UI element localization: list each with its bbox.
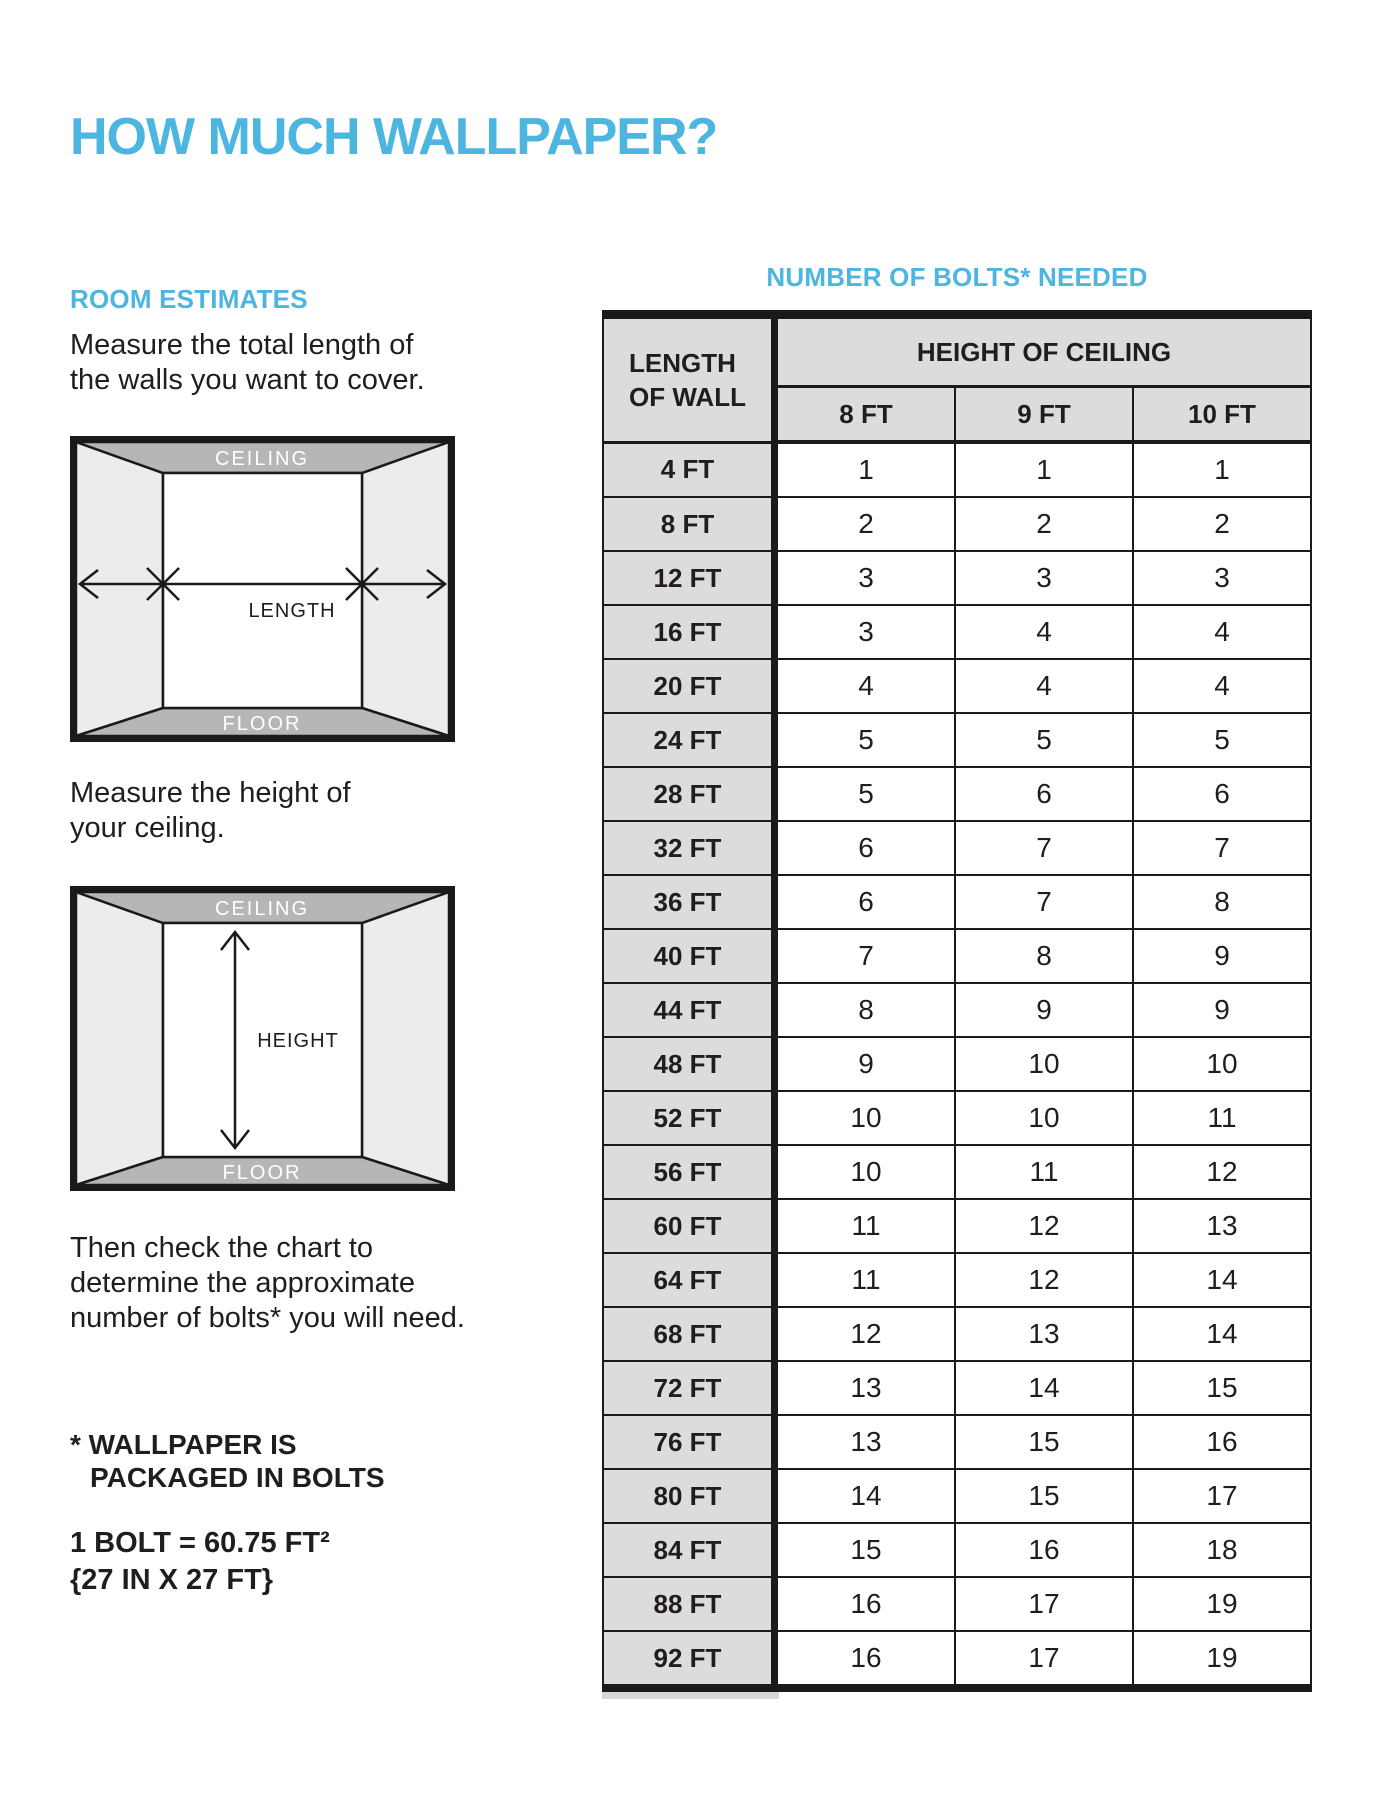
- col-header-9ft: 9 FT: [955, 387, 1133, 443]
- bolt-count-cell: 3: [775, 551, 956, 605]
- bolt-count-cell: 5: [955, 713, 1133, 767]
- bolt-count-cell: 10: [775, 1091, 956, 1145]
- row-label: 68 FT: [603, 1307, 775, 1361]
- bolts-table-body: [603, 442, 1311, 1688]
- row-label: 32 FT: [603, 821, 775, 875]
- table-row: [603, 1523, 1311, 1577]
- bolt-count-cell: 15: [955, 1469, 1133, 1523]
- bolt-count-cell: 6: [955, 767, 1133, 821]
- table-row: [603, 875, 1311, 929]
- bolts-table-caption: NUMBER OF BOLTS* NEEDED: [766, 262, 1148, 292]
- bolt-count-cell: 5: [775, 767, 956, 821]
- footnote-line2: PACKAGED IN BOLTS: [90, 1462, 385, 1493]
- length-of-wall-line2: OF WALL: [629, 381, 746, 412]
- bolt-count-cell: 4: [955, 605, 1133, 659]
- table-row: [603, 983, 1311, 1037]
- bolt-count-cell: 19: [1133, 1577, 1311, 1631]
- row-label: 64 FT: [603, 1253, 775, 1307]
- bolt-count-cell: 8: [1133, 875, 1311, 929]
- bolt-count-cell: 2: [1133, 497, 1311, 551]
- left-wall-face: [76, 892, 163, 1185]
- table-row: [603, 1253, 1311, 1307]
- bolt-count-cell: 9: [955, 983, 1133, 1037]
- table-row: [603, 929, 1311, 983]
- floor-label: FLOOR: [222, 1162, 302, 1184]
- height-room-diagram: [70, 886, 455, 1191]
- bolt-count-cell: 16: [955, 1523, 1133, 1577]
- row-label: 48 FT: [603, 1037, 775, 1091]
- bolt-count-cell: 2: [955, 497, 1133, 551]
- row-label: 8 FT: [603, 497, 775, 551]
- table-row: [603, 1577, 1311, 1631]
- bolt-count-cell: 16: [775, 1577, 956, 1631]
- bolts-table: [602, 310, 1312, 1692]
- bolts-footnote: [70, 1428, 385, 1494]
- bolt-count-cell: 19: [1133, 1631, 1311, 1688]
- bolt-count-cell: 13: [955, 1307, 1133, 1361]
- bolt-count-cell: 10: [1133, 1037, 1311, 1091]
- bolts-table-container: [602, 310, 1312, 1692]
- right-wall-face: [362, 892, 449, 1185]
- ceiling-label: CEILING: [214, 898, 310, 920]
- row-label: 12 FT: [603, 551, 775, 605]
- bolt-count-cell: 4: [1133, 659, 1311, 713]
- table-row: [603, 767, 1311, 821]
- bolt-count-cell: 13: [775, 1361, 956, 1415]
- bolt-count-cell: 6: [775, 875, 956, 929]
- length-of-wall-line1: LENGTH: [629, 347, 736, 378]
- row-label: 28 FT: [603, 767, 775, 821]
- row-label: 80 FT: [603, 1469, 775, 1523]
- row-label: 52 FT: [603, 1091, 775, 1145]
- bolt-count-cell: 8: [955, 929, 1133, 983]
- bolt-count-cell: 10: [955, 1091, 1133, 1145]
- table-row: [603, 659, 1311, 713]
- back-wall-face: [163, 473, 362, 708]
- length-room-diagram: [70, 436, 455, 742]
- row-label: 4 FT: [603, 442, 775, 497]
- room-estimates-heading: ROOM ESTIMATES: [70, 283, 308, 314]
- row-label: 84 FT: [603, 1523, 775, 1577]
- row-label: 36 FT: [603, 875, 775, 929]
- row-label: 92 FT: [603, 1631, 775, 1688]
- table-row: [603, 1631, 1311, 1688]
- bolt-count-cell: 7: [775, 929, 956, 983]
- bolt-count-cell: 13: [775, 1415, 956, 1469]
- bolt-count-cell: 17: [955, 1631, 1133, 1688]
- bolt-count-cell: 15: [775, 1523, 956, 1577]
- step2-instruction: [70, 776, 351, 846]
- bolt-count-cell: 15: [1133, 1361, 1311, 1415]
- height-of-ceiling-header: HEIGHT OF CEILING: [775, 315, 1312, 387]
- table-row: [603, 1361, 1311, 1415]
- bolt-count-cell: 1: [1133, 442, 1311, 497]
- bolt-count-cell: 14: [955, 1361, 1133, 1415]
- row-label: 44 FT: [603, 983, 775, 1037]
- bolt-count-cell: 1: [775, 442, 956, 497]
- row-label: 88 FT: [603, 1577, 775, 1631]
- bolt-count-cell: 14: [1133, 1307, 1311, 1361]
- table-row: [603, 713, 1311, 767]
- bolt-count-cell: 7: [955, 875, 1133, 929]
- row-label: 16 FT: [603, 605, 775, 659]
- bolt-size-line2: {27 IN X 27 FT}: [70, 1564, 274, 1596]
- step1-instruction: [70, 328, 425, 398]
- bolt-count-cell: 4: [1133, 605, 1311, 659]
- bolt-count-cell: 3: [1133, 551, 1311, 605]
- row-label: 76 FT: [603, 1415, 775, 1469]
- height-label: HEIGHT: [257, 1030, 339, 1052]
- page-title: HOW MUCH WALLPAPER?: [70, 107, 718, 166]
- row-label: 56 FT: [603, 1145, 775, 1199]
- table-row: [603, 497, 1311, 551]
- table-row: [603, 1415, 1311, 1469]
- row-label: 72 FT: [603, 1361, 775, 1415]
- step3-line1: Then check the chart to: [70, 1232, 374, 1264]
- bolt-count-cell: 17: [1133, 1469, 1311, 1523]
- bolt-count-cell: 2: [775, 497, 956, 551]
- step3-line3: number of bolts* you will need.: [70, 1302, 465, 1334]
- table-row: [603, 1145, 1311, 1199]
- row-label: 24 FT: [603, 713, 775, 767]
- bolt-count-cell: 16: [775, 1631, 956, 1688]
- step3-instruction: [70, 1231, 465, 1336]
- bolt-count-cell: 5: [775, 713, 956, 767]
- bolt-count-cell: 3: [775, 605, 956, 659]
- table-row: [603, 605, 1311, 659]
- table-row: [603, 1307, 1311, 1361]
- bolt-count-cell: 5: [1133, 713, 1311, 767]
- right-wall-face: [362, 442, 449, 736]
- bolt-count-cell: 14: [775, 1469, 956, 1523]
- bolt-count-cell: 16: [1133, 1415, 1311, 1469]
- bolt-count-cell: 6: [775, 821, 956, 875]
- bolt-count-cell: 8: [775, 983, 956, 1037]
- bolt-count-cell: 12: [955, 1253, 1133, 1307]
- bolt-size-line1: 1 BOLT = 60.75 FT²: [70, 1527, 330, 1559]
- row-label: 60 FT: [603, 1199, 775, 1253]
- bolt-count-cell: 13: [1133, 1199, 1311, 1253]
- bolt-count-cell: 15: [955, 1415, 1133, 1469]
- bolt-count-cell: 9: [775, 1037, 956, 1091]
- table-row: [603, 1091, 1311, 1145]
- bolt-count-cell: 12: [775, 1307, 956, 1361]
- bolt-count-cell: 14: [1133, 1253, 1311, 1307]
- table-row: [603, 821, 1311, 875]
- bolt-count-cell: 12: [955, 1199, 1133, 1253]
- bolt-count-cell: 18: [1133, 1523, 1311, 1577]
- bolt-count-cell: 10: [775, 1145, 956, 1199]
- footnote-line1: * WALLPAPER IS: [70, 1429, 297, 1460]
- bolt-size-note: [70, 1525, 330, 1599]
- bolt-count-cell: 10: [955, 1037, 1133, 1091]
- bolt-count-cell: 11: [955, 1145, 1133, 1199]
- table-row: [603, 442, 1311, 497]
- bolt-count-cell: 1: [955, 442, 1133, 497]
- bolt-count-cell: 9: [1133, 929, 1311, 983]
- table-row: [603, 1469, 1311, 1523]
- step1-line1: Measure the total length of: [70, 329, 414, 361]
- step1-line2: the walls you want to cover.: [70, 364, 425, 396]
- step3-line2: determine the approximate: [70, 1267, 415, 1299]
- table-row: [603, 1037, 1311, 1091]
- bolt-count-cell: 7: [955, 821, 1133, 875]
- left-wall-face: [76, 442, 163, 736]
- length-label: LENGTH: [248, 600, 336, 622]
- table-row: [603, 1199, 1311, 1253]
- table-header-row-1: [603, 315, 1311, 387]
- bolt-count-cell: 9: [1133, 983, 1311, 1037]
- bolt-count-cell: 12: [1133, 1145, 1311, 1199]
- bolt-count-cell: 6: [1133, 767, 1311, 821]
- step2-line1: Measure the height of: [70, 777, 351, 809]
- col-header-10ft: 10 FT: [1133, 387, 1311, 443]
- bolt-count-cell: 7: [1133, 821, 1311, 875]
- bolt-count-cell: 11: [1133, 1091, 1311, 1145]
- step2-line2: your ceiling.: [70, 812, 225, 844]
- bolt-count-cell: 4: [775, 659, 956, 713]
- row-label: 40 FT: [603, 929, 775, 983]
- bolt-count-cell: 11: [775, 1199, 956, 1253]
- floor-label: FLOOR: [222, 713, 302, 735]
- table-row: [603, 551, 1311, 605]
- ceiling-label: CEILING: [214, 448, 310, 470]
- length-of-wall-header: [603, 315, 775, 443]
- bolt-count-cell: 17: [955, 1577, 1133, 1631]
- table-bottom-shadow: [602, 1692, 779, 1699]
- bolt-count-cell: 11: [775, 1253, 956, 1307]
- row-label: 20 FT: [603, 659, 775, 713]
- bolt-count-cell: 4: [955, 659, 1133, 713]
- bolt-count-cell: 3: [955, 551, 1133, 605]
- col-header-8ft: 8 FT: [775, 387, 956, 443]
